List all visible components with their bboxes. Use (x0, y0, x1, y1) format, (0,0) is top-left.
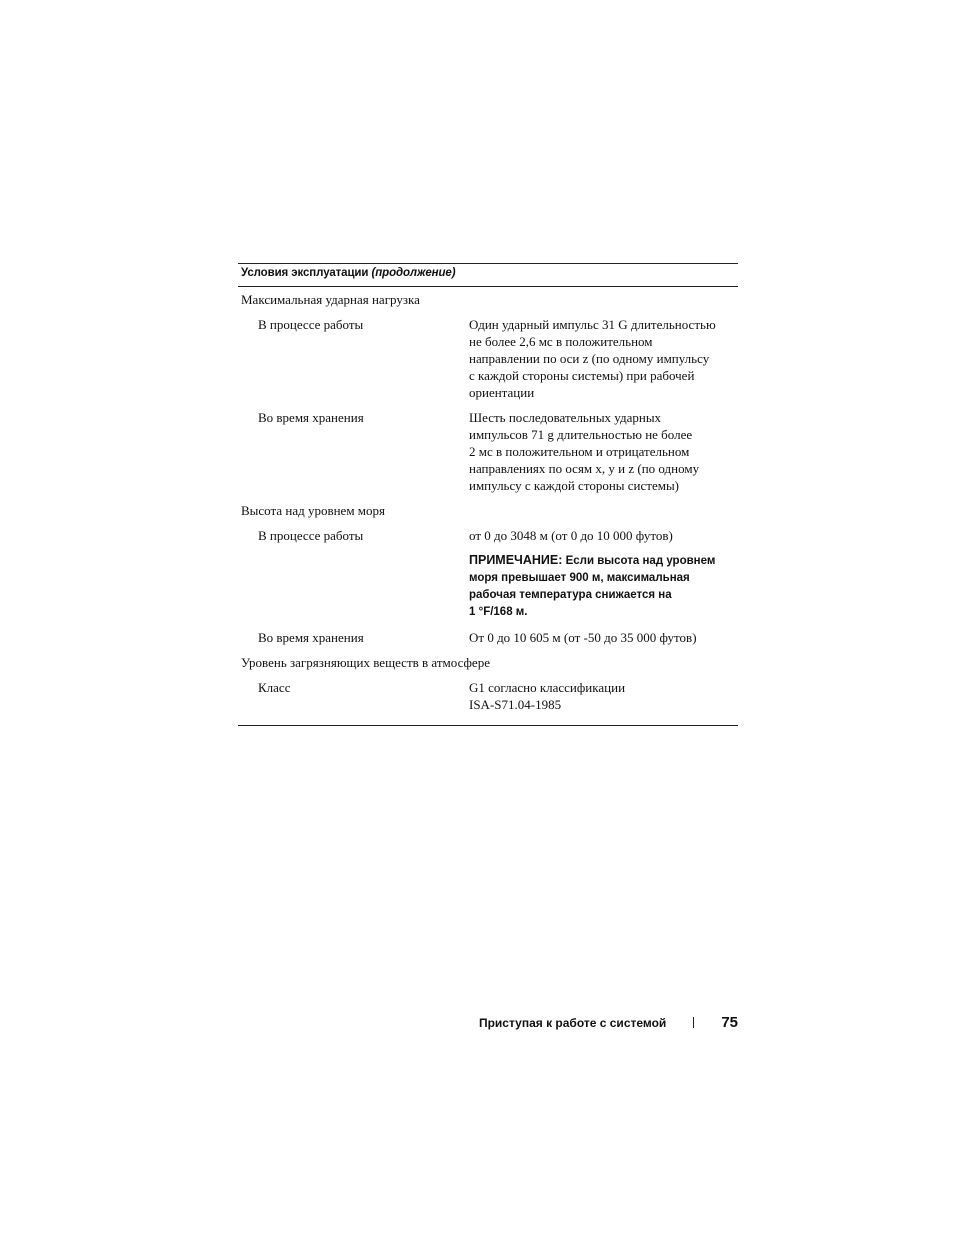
category-heading: Уровень загрязняющих веществ в атмосфере (241, 655, 490, 670)
row-value (450, 527, 738, 621)
note-text-line: рабочая температура снижается на (469, 589, 672, 601)
table-body (238, 287, 738, 725)
note-block (469, 552, 738, 621)
page-number: 75 (721, 1014, 738, 1031)
note-text-line: Если высота над уровнем (565, 555, 716, 567)
category-heading: Высота над уровнем моря (241, 503, 386, 518)
value-line: от 0 до 3048 м (от 0 до 10 000 футов) (469, 528, 673, 543)
row-label: Класс (258, 680, 291, 695)
row-label: Во время хранения (258, 630, 364, 645)
value-line: импульсу с каждой стороны системы) (469, 478, 680, 493)
row-label: В процессе работы (258, 317, 364, 332)
value-line: ориентации (469, 385, 535, 400)
footer-separator (693, 1017, 694, 1028)
table-title: Условия эксплуатации (241, 267, 369, 279)
table-title-continued: (продолжение) (371, 267, 456, 279)
page-footer (479, 1014, 738, 1031)
value-line: 2 мс в положительном и отрицательном (469, 444, 690, 459)
table-header (238, 264, 738, 287)
value-line: направлениях по осям x, y и z (по одному (469, 461, 700, 476)
row-value (450, 629, 738, 646)
row-label: Во время хранения (258, 410, 364, 425)
value-line: От 0 до 10 605 м (от -50 до 35 000 футов) (469, 630, 697, 645)
footer-section-title: Приступая к работе с системой (478, 1016, 667, 1030)
note-text-line: моря превышает 900 м, максимальная (469, 572, 690, 584)
operating-conditions-table (238, 263, 738, 726)
table-row (238, 527, 738, 629)
value-line: Один ударный импульс 31 G длительностью (469, 317, 716, 332)
value-line: Шесть последовательных ударных (469, 410, 662, 425)
note-text-line: 1 °F/168 м. (469, 606, 528, 618)
note-label: ПРИМЕЧАНИЕ: (469, 553, 563, 567)
row-value (450, 679, 738, 713)
row-value (450, 316, 738, 401)
value-line: ISA-S71.04-1985 (469, 697, 562, 712)
row-label: В процессе работы (258, 528, 364, 543)
table-row (238, 629, 738, 654)
table-row (238, 316, 738, 409)
note-first-line (469, 552, 738, 570)
table-row (238, 409, 738, 502)
table-row (238, 679, 738, 721)
row-value (450, 409, 738, 494)
value-line: не более 2,6 мс в положительном (469, 334, 653, 349)
value-line: с каждой стороны системы) при рабочей (469, 368, 695, 383)
category-heading: Максимальная ударная нагрузка (241, 292, 420, 307)
value-line: G1 согласно классификации (469, 680, 626, 695)
value-line: направлении по оси z (по одному импульсу (469, 351, 710, 366)
value-line: импульсов 71 g длительностью не более (469, 427, 693, 442)
